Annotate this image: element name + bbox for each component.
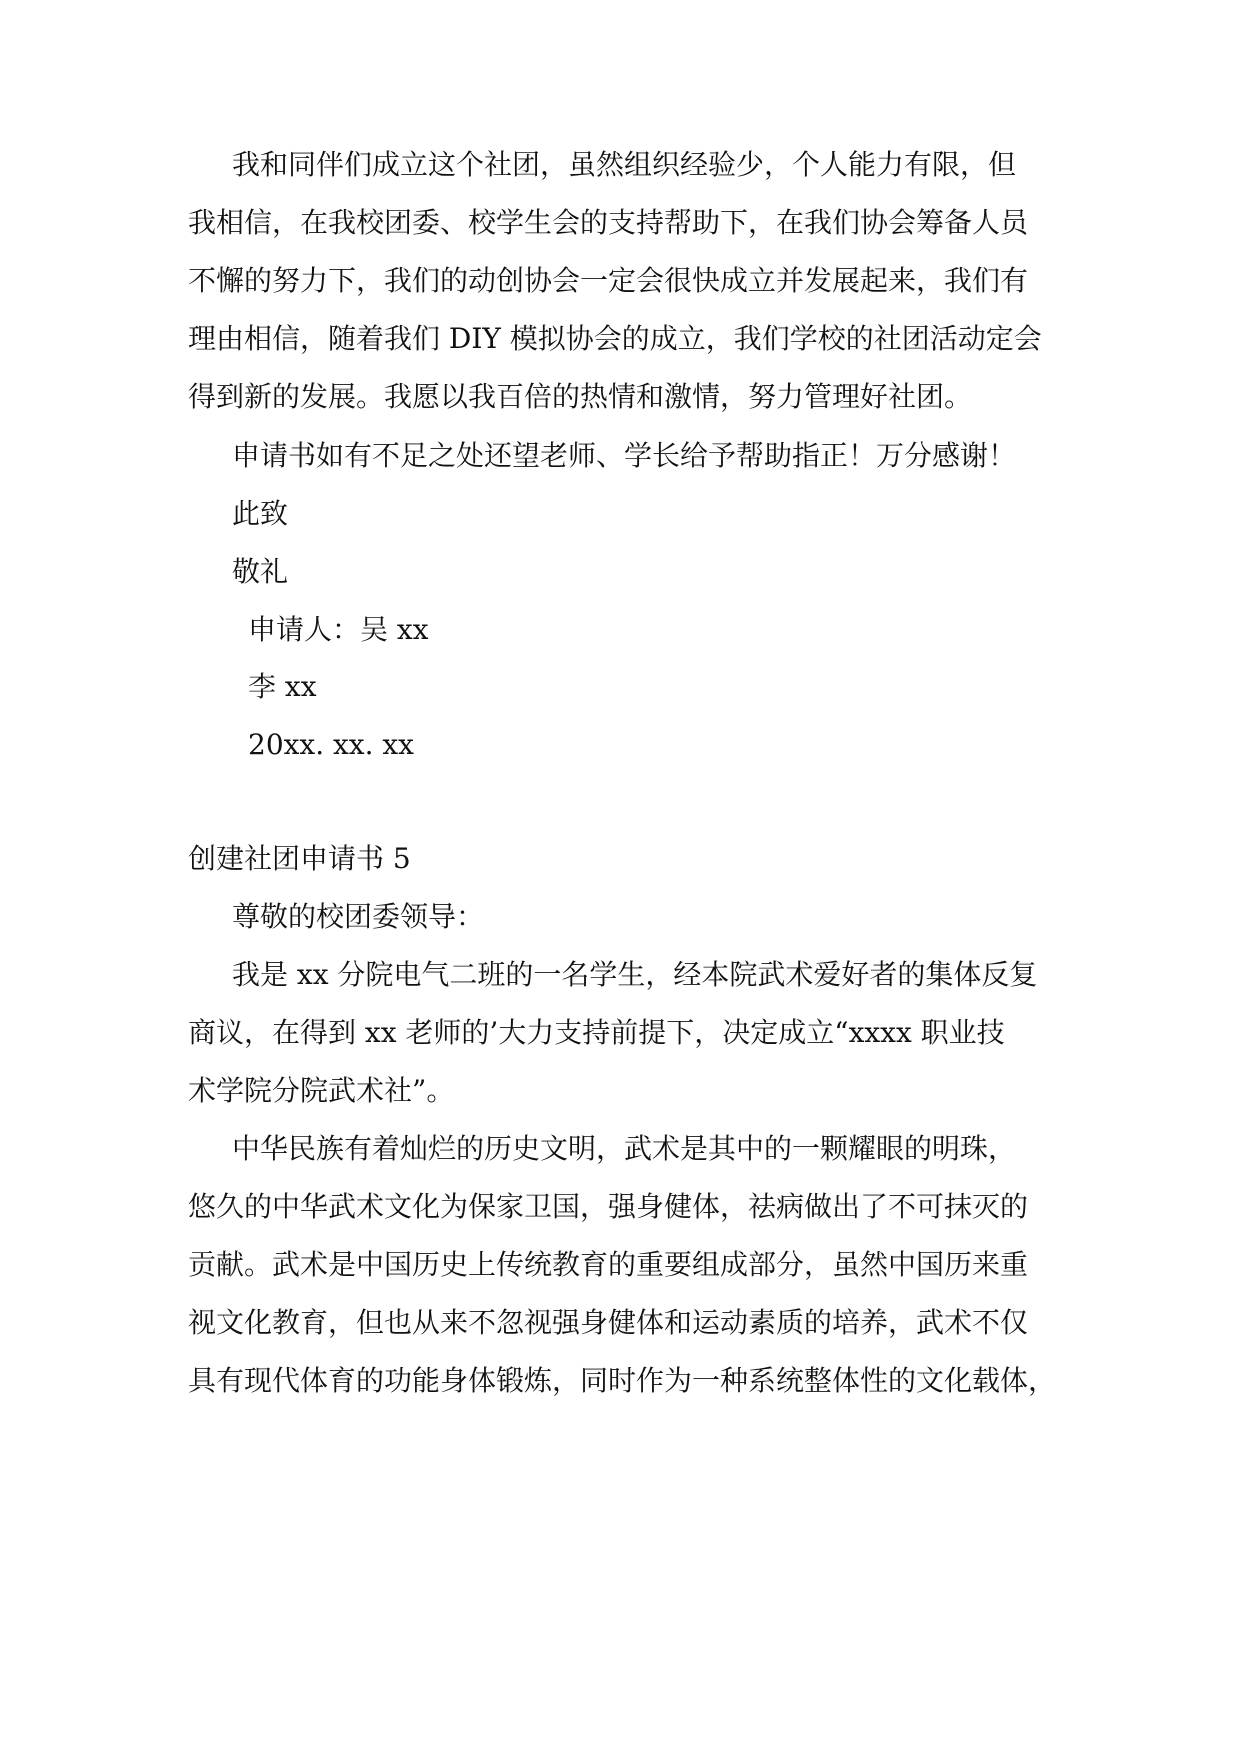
- paragraph-line: 具有现代体育的功能身体锻炼，同时作为一种系统整体性的文化载体，: [188, 1364, 1057, 1397]
- paragraph-line: 贡献。武术是中国历史上传统教育的重要组成部分，虽然中国历来重: [188, 1248, 1029, 1281]
- paragraph-line: 我是 xx 分院电气二班的一名学生，经本院武术爱好者的集体反复: [232, 958, 1038, 991]
- salutation-jingli: 敬礼: [232, 555, 289, 588]
- paragraph-line: 视文化教育，但也从来不忽视强身健体和运动素质的培养，武术不仅: [188, 1306, 1029, 1339]
- paragraph-line: 得到新的发展。我愿以我百倍的热情和激情，努力管理好社团。: [188, 380, 973, 413]
- applicant-name: 李 xx: [248, 670, 317, 703]
- section-title: 创建社团申请书 5: [188, 842, 411, 875]
- paragraph-line: 我和同伴们成立这个社团，虽然组织经验少，个人能力有限，但: [232, 148, 1017, 181]
- closing-note: 申请书如有不足之处还望老师、学长给予帮助指正！万分感谢！: [232, 439, 1017, 472]
- date: 20xx. xx. xx: [248, 728, 414, 761]
- applicant-name: 申请人：吴 xx: [248, 613, 429, 646]
- paragraph-line: 我相信，在我校团委、校学生会的支持帮助下，在我们协会筹备人员: [188, 206, 1029, 239]
- paragraph-line: 理由相信，随着我们 DIY 模拟协会的成立，我们学校的社团活动定会: [188, 322, 1042, 355]
- paragraph-line: 中华民族有着灿烂的历史文明，武术是其中的一颗耀眼的明珠，: [232, 1132, 1017, 1165]
- paragraph-line: 悠久的中华武术文化为保家卫国，强身健体，祛病做出了不可抹灭的: [188, 1190, 1029, 1223]
- greeting: 尊敬的校团委领导：: [232, 900, 485, 933]
- paragraph-line: 不懈的努力下，我们的动创协会一定会很快成立并发展起来，我们有: [188, 264, 1029, 297]
- salutation-cizhi: 此致: [232, 497, 289, 530]
- paragraph-line: 术学院分院武术社”。: [188, 1074, 455, 1107]
- paragraph-line: 商议，在得到 xx 老师的’大力支持前提下，决定成立“xxxx 职业技: [188, 1016, 1005, 1049]
